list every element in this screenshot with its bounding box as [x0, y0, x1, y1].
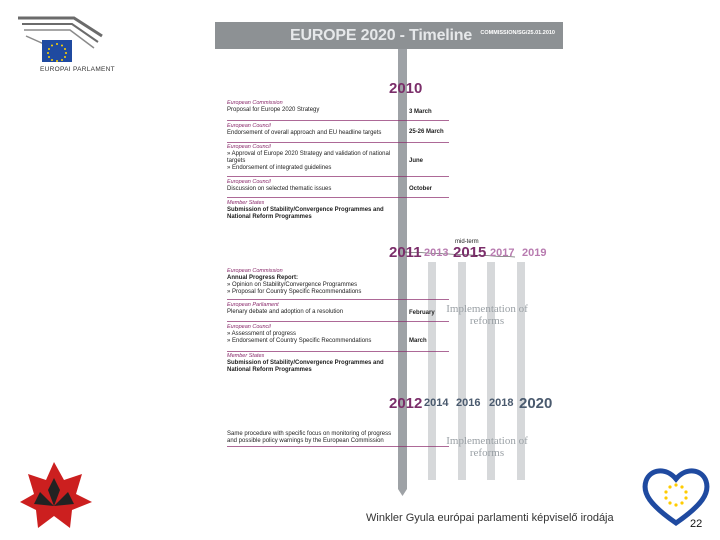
entry-2010-2: [227, 123, 407, 137]
timeline-title: EUROPE 2020 - Timeline: [290, 27, 473, 44]
year-2019: 2019: [522, 247, 547, 259]
entry-text: » Approval of Europe 2020 Strategy and validation of national targets: [227, 151, 391, 164]
entry-2010-5: [227, 200, 387, 221]
entry-text: » Assessment of progress: [227, 331, 297, 337]
implementation-label-2: Implementation of reforms: [446, 435, 528, 459]
entry-2011-1: [227, 268, 397, 296]
europe-2020-timeline: [215, 22, 565, 500]
year-2013: 2013: [424, 247, 449, 259]
entry-org: European Council: [227, 179, 271, 185]
timeline-header: [215, 22, 563, 49]
entry-date: 3 March: [409, 109, 432, 115]
year-2020: 2020: [519, 395, 553, 412]
entry-org: European Commission: [227, 268, 283, 274]
entry-text: Submission of Stability/Convergence Programmes and National Reform Programmes: [227, 360, 384, 373]
entry-date: 25-26 March: [409, 129, 444, 135]
divider: [227, 176, 449, 177]
entry-2011-3: [227, 324, 397, 345]
entry-2012: Same procedure with specific focus on monitoring of progress and possible policy warnings by the European Commission: [227, 431, 392, 444]
entry-text: » Proposal for Country Specific Recommendations: [227, 289, 362, 295]
year-2016: 2016: [456, 397, 481, 409]
entry-org: European Council: [227, 324, 271, 330]
divider: [227, 197, 449, 198]
page-number: 22: [690, 518, 703, 530]
entry-text: » Opinion on Stability/Convergence Programmes: [227, 282, 358, 288]
year-2017: 2017: [490, 247, 515, 259]
entry-text: Submission of Stability/Convergence Programmes and National Reform Programmes: [227, 207, 384, 220]
entry-date: February: [409, 310, 435, 316]
divider: [227, 321, 449, 322]
entry-2010-3: [227, 144, 397, 172]
entry-text: Annual Progress Report:: [227, 275, 299, 281]
party-star-logo: [20, 460, 92, 530]
divider: [227, 142, 449, 143]
entry-org: Member States: [227, 200, 265, 206]
divider: [227, 351, 449, 352]
entry-date: October: [409, 186, 433, 192]
year-2018: 2018: [489, 397, 514, 409]
entry-date: March: [409, 338, 427, 344]
entry-2010-4: [227, 179, 397, 193]
entry-text: » Endorsement of Country Specific Recommendations: [227, 338, 372, 344]
entry-date: June: [409, 158, 424, 164]
entry-org: European Commission: [227, 100, 283, 106]
year-2011: 2011: [389, 244, 422, 261]
entry-text: Endorsement of overall approach and EU headline targets: [227, 130, 382, 136]
divider: [227, 446, 449, 447]
entry-text: Plenary debate and adoption of a resolution: [227, 309, 344, 315]
year-2012: 2012: [389, 395, 423, 412]
entry-org: Member States: [227, 353, 265, 359]
year-2015: 2015: [453, 244, 487, 261]
year-2010: 2010: [389, 80, 423, 97]
footer-caption: Winkler Gyula európai parlamenti képviselő irodája: [366, 512, 614, 524]
year-2014: 2014: [424, 397, 449, 409]
entry-org: European Council: [227, 144, 271, 150]
divider: [227, 299, 449, 300]
entry-text: » Endorsement of integrated guidelines: [227, 165, 332, 171]
divider: [227, 120, 449, 121]
entry-text: Discussion on selected thematic issues: [227, 186, 332, 192]
entry-text: Proposal for Europe 2020 Strategy: [227, 107, 320, 113]
entry-org: European Council: [227, 123, 271, 129]
implementation-label-1: Implementation of reforms: [446, 303, 528, 327]
document-reference: COMMISSION/SG/25.01.2010: [480, 30, 555, 36]
logo-caption: EUROPAI PARLAMENT: [40, 66, 115, 73]
midterm-label: mid-term: [455, 239, 479, 245]
entry-2011-4: [227, 353, 387, 374]
entry-2011-2: [227, 302, 397, 316]
entry-2010-1: [227, 100, 407, 114]
entry-org: European Parliament: [227, 302, 279, 308]
